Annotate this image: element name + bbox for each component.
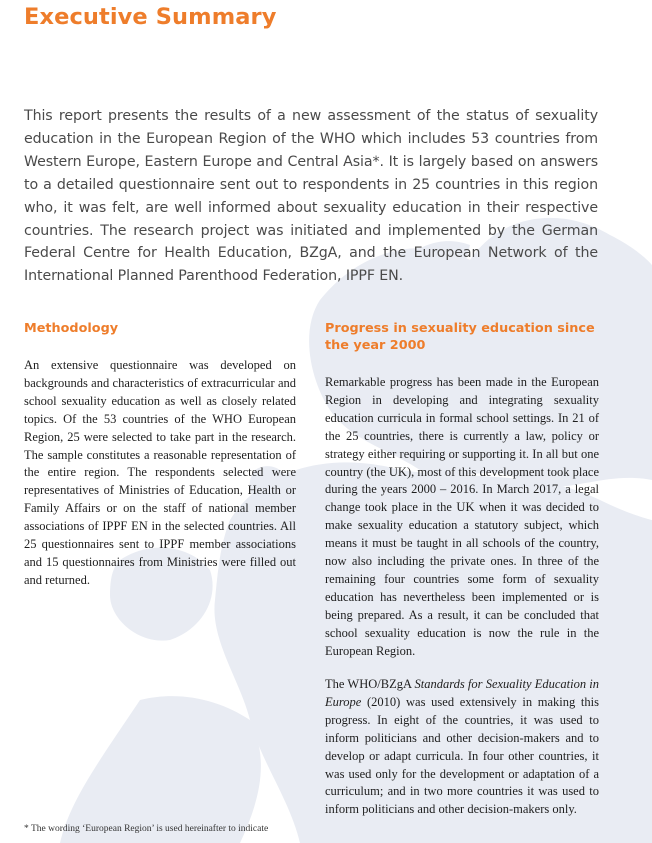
progress-paragraph-2 [325, 676, 599, 819]
page-title: Executive Summary [24, 4, 277, 30]
methodology-paragraph: An extensive questionnaire was developed on backgrounds and characteristics of extracurricular and school sexuality education as well as closely related topics. Of the 53 countries of the WHO European Region, 25 were selected to take part in the research. The sample constitutes a reasonable representation of the entire region. The respondents selected were representatives of Ministries of Education, Health or Family Affairs or on the staff of national member associations of IPPF EN in the selected countries. All 25 questionnaires sent to IPPF member associations and 15 questionnaires from Ministries were filled out and returned. [24, 358, 296, 587]
methodology-heading: Methodology [24, 321, 119, 336]
progress-paragraph-2-rest: (2010) was used extensively in making this progress. In eight of the countries, it was used to inform politicians and other decision-makers and to develop or adapt curricula. In four other countries, it was used only for the development or adaptation of a curriculum; and in two more countries it was used to inform politicians and other decision-makers only. [325, 694, 599, 817]
standards-title: Standards for Sexuality Education in Europe [325, 677, 599, 709]
progress-paragraph-1: Remarkable progress has been made in the European Region in developing and integrating sexuality education curricula in formal school settings. In 21 of the 25 countries, there is currently a law, policy or strategy either requiring or supporting it. In all but one country (the UK), most of this development took place during the years 2000 – 2016. In March 2017, a legal change took place in the UK when it was decided to make sexuality education a statutory subject, which means it must be taught in all schools of the country, now also including the private ones. In three of the remaining four countries some form of sexuality education has nevertheless been implemented or is being prepared. As a result, it can be concluded that school sexuality education is now the rule in the European Region. [325, 375, 599, 658]
progress-heading: Progress in sexuality education since the year 2000 [325, 321, 595, 353]
footnote: * The wording ‘European Region’ is used hereinafter to indicate [24, 824, 269, 834]
intro-paragraph: This report presents the results of a new assessment of the status of sexuality education in the European Region of the WHO which includes 53 countries from Western Europe, Eastern Europe and Central Asia*. It is largely based on answers to a detailed questionnaire sent out to respondents in 25 countries in this region who, it was felt, are well informed about sexuality education in their respective countries. The research project was initiated and implemented by the German Federal Centre for Health Education, BZgA, and the European Network of the International Planned Parenthood Federation, IPPF EN. [24, 108, 598, 285]
progress-paragraph-2-lead: The WHO/BZgA [325, 677, 415, 691]
